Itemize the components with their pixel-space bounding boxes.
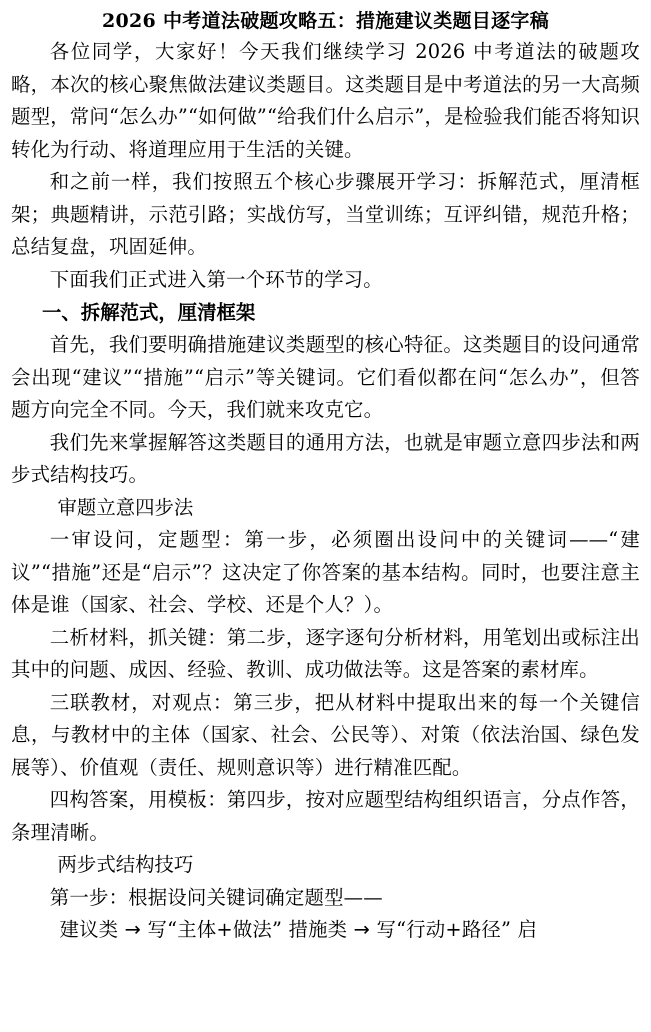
section-heading-1: 一、拆解范式，厘清框架 [42,301,256,324]
transition-paragraph: 下面我们正式进入第一个环节的学习。 [49,267,383,291]
core-features-paragraph: 首先，我们要明确措施建议类题型的核心特征。这类题目的设问通常会出现“建议”“措施”“启示”等关键词。它们看似都在问“怎么办”，但答题方向完全不同。今天，我们就来攻克它。 [11,333,640,421]
step-one-paragraph: 一审设问，定题型：第一步，必须圈出设问中的关键词——“建议”“措施”还是“启示”？这决定了你答案的基本结构。同时，也要注意主体是谁（国家、社会、学校、还是个人？）。 [11,528,640,616]
type-measure-label: 措施类 [288,918,348,941]
step-three-paragraph: 三联教材，对观点：第三步，把从材料中提取出来的每一个关键信息，与教材中的主体（国家、社会、公民等）、对策（依法治国、绿色发展等）、价值观（责任、规则意识等）进行精准匹配。 [11,690,640,779]
step-two-paragraph: 二析材料，抓关键：第二步，逐字逐句分析材料，用笔划出或标注出其中的问题、成因、经验、教训、成功做法等。这是答案的素材库。 [11,625,640,681]
document-title: 2026 中考道法破题攻略五：措施建议类题目逐字稿 [102,10,549,32]
measure-structure: 写“行动+路径” [376,918,512,941]
arrow-icon: → [124,918,142,941]
subheading-four-step-method: 审题立意四步法 [57,495,194,519]
steps-overview-paragraph: 和之前一样，我们按照五个核心步骤展开学习：拆解范式，厘清框架；典题精讲，示范引路；实战仿写，当堂训练；互评纠错，规范升格；总结复盘，巩固延伸。 [11,170,640,258]
step-four-paragraph: 四构答案，用模板：第四步，按对应题型结构组织语言，分点作答，条理清晰。 [11,788,640,844]
arrow-icon: → [353,918,371,941]
type-inspiration-label: 启 [517,918,538,941]
subheading-two-step-structure: 两步式结构技巧 [57,853,194,876]
type-mapping-line [11,914,640,947]
type-suggestion-label: 建议类 [59,918,119,941]
suggestion-structure: 写“主体+做法” [147,918,283,941]
intro-paragraph: 各位同学，大家好！今天我们继续学习 2026 中考道法的破题攻略，本次的核心聚焦做法建议类题目。这类题目是中考道法的另一大高频题型，常问“怎么办”“如何做”“给我们什么启示”，是检验我们能否将知识转化为行动、将道理应用于生活的关键。 [11,40,640,161]
structure-step-one-paragraph: 第一步：根据设问关键词确定题型—— [49,885,383,909]
method-intro-paragraph: 我们先来掌握解答这类题目的通用方法，也就是审题立意四步法和两步式结构技巧。 [11,430,640,486]
